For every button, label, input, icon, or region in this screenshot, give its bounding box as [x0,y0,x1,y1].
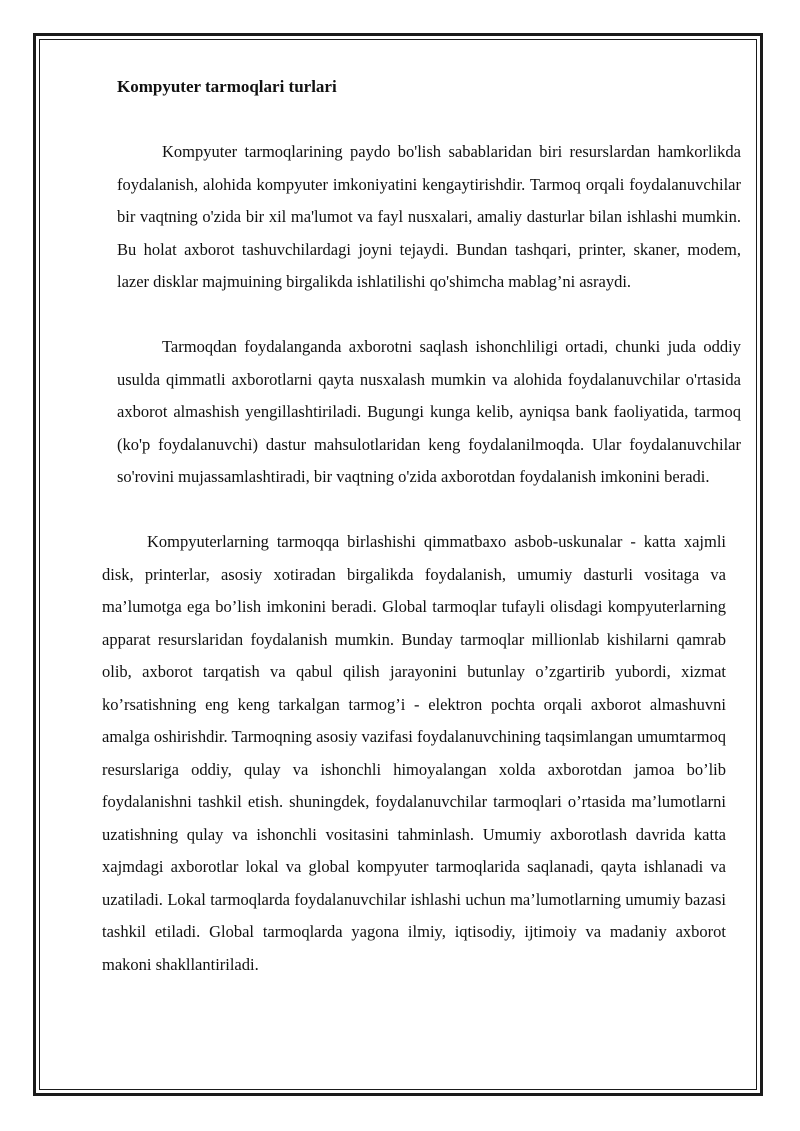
paragraph-1: Kompyuter tarmoqlarining paydo bo'lish sabablaridan biri resurslardan hamkorlikda foydalanish, alohida kompyuter imkoniyatini kengaytirishdir. Tarmoq orqali foydalanuvchilar bir vaqtning o'zida bir xil ma'lumot va fayl nusxalari, amaliy dasturlar bilan ishlashi mumkin. Bu holat axborot tashuvchilardagi joyni tejaydi. Bundan tashqari, printer, skaner, modem, lazer disklar majmuining birgalikda ishlatilishi qo'shimcha mablag’ni asraydi. [117,142,741,291]
paragraph-3: Kompyuterlarning tarmoqqa birlashishi qimmatbaxo asbob-uskunalar - katta xajmli disk, printerlar, asosiy xotiradan birgalikda foydalanish, umumiy dasturli vositaga va ma’lumotga ega bo’lish imkonini beradi. Global tarmoqlar tufayli olisdagi kompyuterlarning apparat resurslaridan foydalanish mumkin. Bunday tarmoqlar millionlab kishilarni qamrab olib, axborot tarqatish va qabul qilish jarayonini butunlay o’zgartirib yubordi, xizmat ko’rsatishning eng keng tarkalgan tarmog’i - elektron pochta orqali axborot almashuvni amalga oshirishdir. Tarmoqning asosiy vazifasi foydalanuvchining taqsimlangan umumtarmoq resurslariga oddiy, qulay va ishonchli himoyalangan xolda axborotdan jamoa bo’lib foydalanishni tashkil etish. shuningdek, foydalanuvchilar tarmoqlari o’rtasida ma’lumotlarni uzatishning qulay va ishonchli vositasini tahminlash. Umumiy axborotlash davrida katta xajmdagi axborotlar lokal va global kompyuter tarmoqlarida saqlanadi, qayta ishlanadi va uzatiladi. Lokal tarmoqlarda foydalanuvchilar ishlashi uchun ma’lumotlarning umumiy bazasi tashkil etiladi. Global tarmoqlarda yagona ilmiy, iqtisodiy, ijtimoiy va madaniy axborot makoni shakllantiriladi. [102,532,726,974]
paragraph-2: Tarmoqdan foydalanganda axborotni saqlash ishonchliligi ortadi, chunki juda oddiy usulda qimmatli axborotlarni qayta nusxalash mumkin va alohida foydalanuvchilar o'rtasida axborot almashish yengillashtiriladi. Bugungi kunga kelib, ayniqsa bank faoliyatida, tarmoq (ko'p foydalanuvchi) dastur mahsulotlaridan keng foydalanilmoqda. Ular foydalanuvchilar so'rovini mujassamlashtiradi, bir vaqtning o'zida axborotdan foydalanish imkonini beradi. [117,337,741,486]
document-title: Kompyuter tarmoqlari turlari [117,77,337,96]
